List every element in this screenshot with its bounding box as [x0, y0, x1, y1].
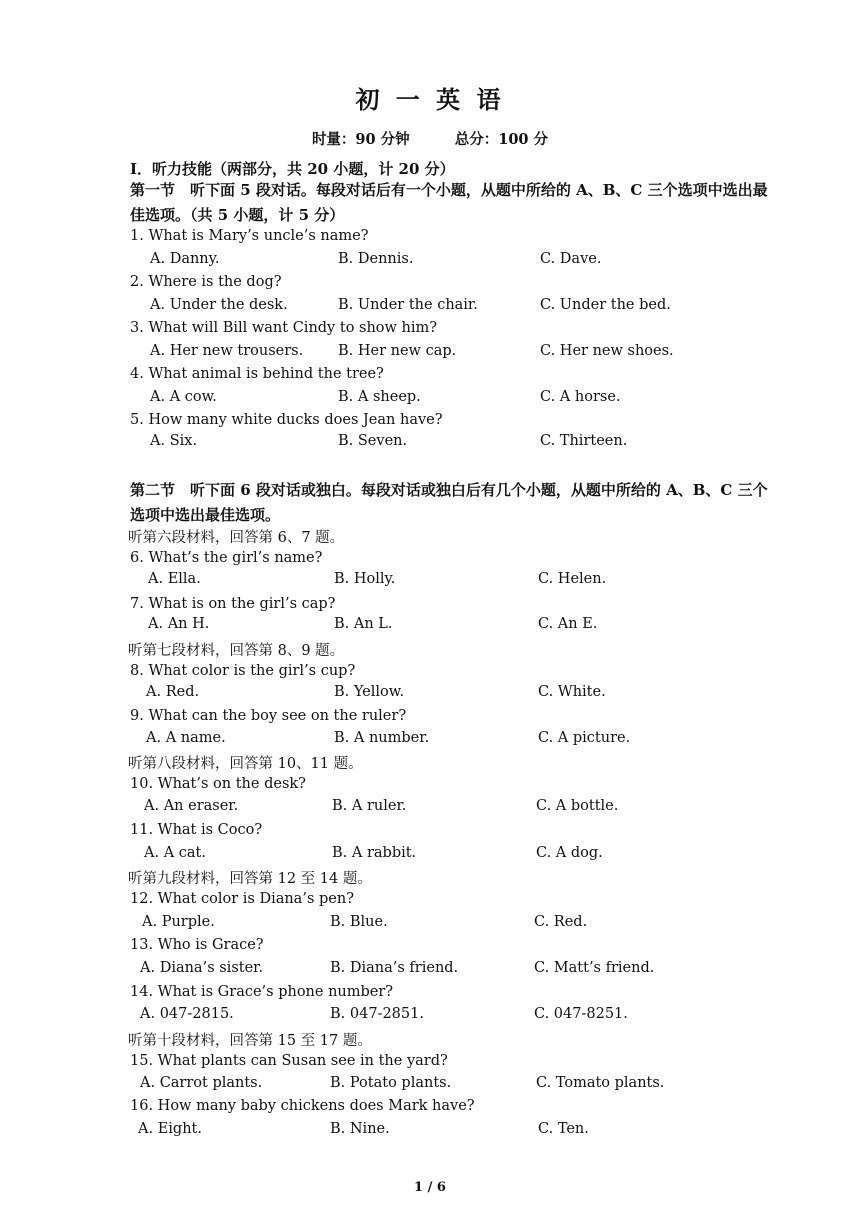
option-c: C. 047-8251.	[534, 1006, 628, 1022]
option-c: C. Helen.	[538, 571, 607, 587]
question-2: 2. Where is the dog?	[130, 274, 282, 290]
exam-score: 总分：100 分	[454, 131, 549, 148]
option-c: C. Ten.	[538, 1121, 589, 1137]
option-a: A. Carrot plants.	[140, 1075, 263, 1091]
question-16: 16. How many baby chickens does Mark have?	[130, 1098, 475, 1114]
option-b: B. Dennis.	[338, 251, 414, 267]
option-a: A. Under the desk.	[150, 297, 288, 313]
option-b: B. Diana’s friend.	[330, 960, 459, 976]
question-7-options	[0, 616, 860, 636]
question-11-options	[0, 845, 860, 865]
option-b: B. A ruler.	[332, 798, 407, 814]
question-16-options	[0, 1121, 860, 1141]
page-number: 1 / 6	[414, 1180, 446, 1195]
material-6: 听第六段材料，回答第 6、7 题。	[128, 530, 345, 546]
option-a: A. Six.	[150, 433, 198, 449]
question-9: 9. What can the boy see on the ruler?	[130, 708, 407, 724]
question-5: 5. How many white ducks does Jean have?	[130, 412, 443, 428]
question-9-options	[0, 730, 860, 750]
option-c: C. Matt’s friend.	[534, 960, 655, 976]
option-a: A. Danny.	[150, 251, 220, 267]
option-b: B. Nine.	[330, 1121, 390, 1137]
option-c: C. A dog.	[536, 845, 603, 861]
option-c: C. A horse.	[540, 389, 621, 405]
option-a: A. Red.	[146, 684, 200, 700]
option-b: B. A rabbit.	[332, 845, 417, 861]
option-a: A. An H.	[148, 616, 210, 632]
option-b: B. Her new cap.	[338, 343, 457, 359]
material-8: 听第八段材料，回答第 10、11 题。	[128, 756, 363, 772]
option-b: B. Holly.	[334, 571, 396, 587]
question-6: 6. What’s the girl’s name?	[130, 550, 323, 566]
option-a: A. Diana’s sister.	[140, 960, 264, 976]
question-4: 4. What animal is behind the tree?	[130, 366, 384, 382]
option-b: B. A number.	[334, 730, 430, 746]
option-a: A. Ella.	[148, 571, 201, 587]
question-8: 8. What color is the girl’s cup?	[130, 663, 356, 679]
question-11: 11. What is Coco?	[130, 822, 263, 838]
question-6-options	[0, 571, 860, 591]
question-3: 3. What will Bill want Cindy to show him?	[130, 320, 438, 336]
question-15-options	[0, 1075, 860, 1095]
question-12: 12. What color is Diana’s pen?	[130, 891, 354, 907]
question-5-options	[0, 433, 860, 453]
option-a: A. Her new trousers.	[150, 343, 304, 359]
question-2-options	[0, 297, 860, 317]
option-b: B. Blue.	[330, 914, 388, 930]
question-8-options	[0, 684, 860, 704]
option-a: A. A cow.	[150, 389, 217, 405]
question-14: 14. What is Grace’s phone number?	[130, 984, 394, 1000]
option-a: A. A cat.	[144, 845, 206, 861]
part-heading: I．听力技能（两部分，共 20 小题，计 20 分）	[130, 160, 455, 178]
question-1: 1. What is Mary’s uncle’s name?	[130, 228, 369, 244]
section-2-instruction: 第二节 听下面 6 段对话或独白。每段对话或独白后有几个小题，从题中所给的 A、B、C 三个选项中选出最佳选项。	[130, 481, 768, 524]
option-c: C. Dave.	[540, 251, 602, 267]
question-10: 10. What’s on the desk?	[130, 776, 306, 792]
option-b: B. Under the chair.	[338, 297, 478, 313]
option-b: B. Potato plants.	[330, 1075, 452, 1091]
option-a: A. 047-2815.	[140, 1006, 234, 1022]
option-c: C. White.	[538, 684, 606, 700]
section-1-instruction: 第一节 听下面 5 段对话。每段对话后有一个小题，从题中所给的 A、B、C 三个选项中选出最佳选项。（共 5 小题，计 5 分）	[130, 181, 768, 224]
option-b: B. 047-2851.	[330, 1006, 424, 1022]
option-c: C. Thirteen.	[540, 433, 628, 449]
option-a: A. An eraser.	[144, 798, 239, 814]
question-12-options	[0, 914, 860, 934]
option-b: B. Yellow.	[334, 684, 405, 700]
question-13: 13. Who is Grace?	[130, 937, 264, 953]
option-c: C. Tomato plants.	[536, 1075, 665, 1091]
option-c: C. An E.	[538, 616, 598, 632]
option-c: C. A picture.	[538, 730, 631, 746]
exam-title: 初 一 英 语	[355, 85, 505, 114]
option-a: A. Eight.	[138, 1121, 202, 1137]
material-10: 听第十段材料，回答第 15 至 17 题。	[128, 1033, 372, 1049]
question-10-options	[0, 798, 860, 818]
option-c: C. A bottle.	[536, 798, 619, 814]
question-3-options	[0, 343, 860, 363]
material-9: 听第九段材料，回答第 12 至 14 题。	[128, 871, 372, 887]
question-4-options	[0, 389, 860, 409]
option-b: B. An L.	[334, 616, 393, 632]
question-15: 15. What plants can Susan see in the yard?	[130, 1053, 448, 1069]
question-14-options	[0, 1006, 860, 1026]
option-b: B. Seven.	[338, 433, 408, 449]
option-a: A. A name.	[146, 730, 226, 746]
exam-meta	[0, 128, 860, 149]
question-1-options	[0, 251, 860, 271]
option-b: B. A sheep.	[338, 389, 421, 405]
option-c: C. Red.	[534, 914, 588, 930]
option-a: A. Purple.	[142, 914, 215, 930]
question-7: 7. What is on the girl’s cap?	[130, 596, 336, 612]
option-c: C. Her new shoes.	[540, 343, 674, 359]
material-7: 听第七段材料，回答第 8、9 题。	[128, 643, 345, 659]
question-13-options	[0, 960, 860, 980]
option-c: C. Under the bed.	[540, 297, 671, 313]
exam-time: 时量：90 分钟	[311, 131, 410, 148]
